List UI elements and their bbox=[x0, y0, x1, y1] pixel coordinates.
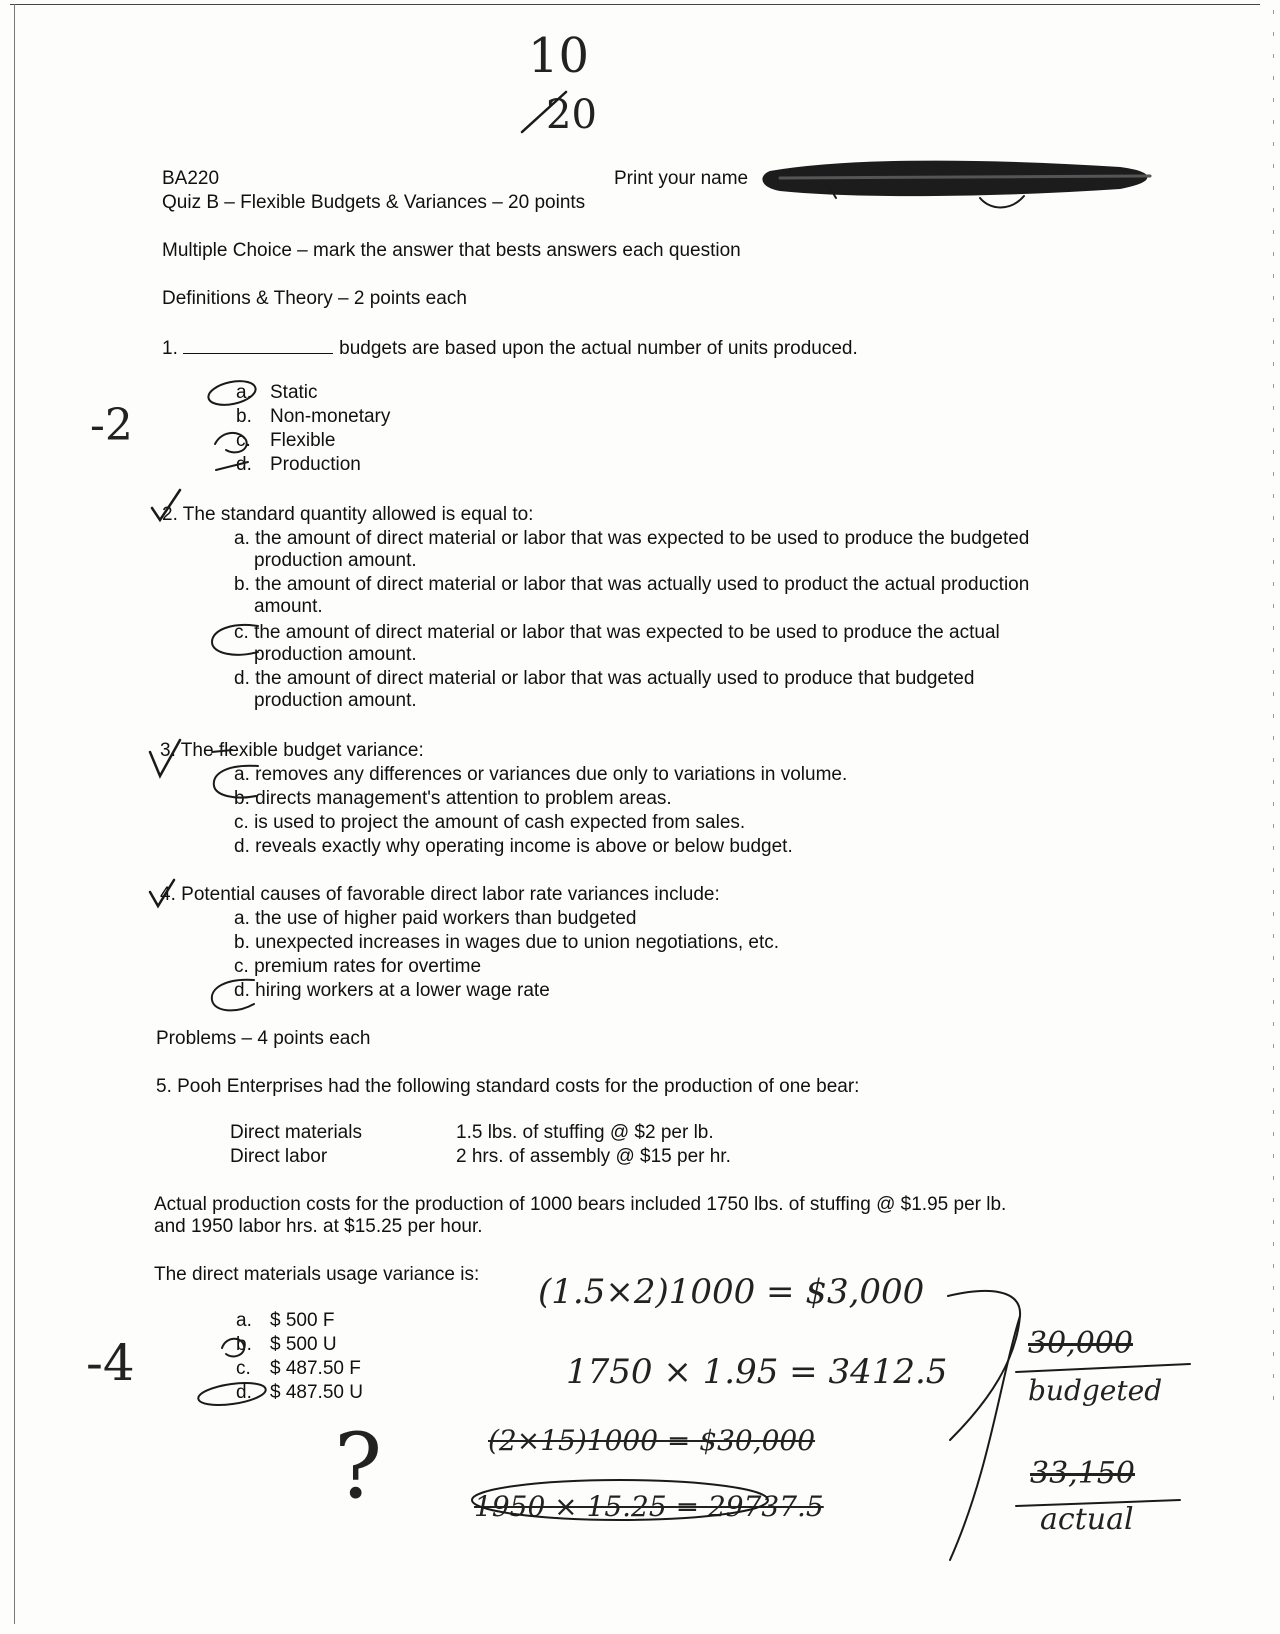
scan-border-left bbox=[14, 4, 15, 1624]
standard-labor-label: Direct labor bbox=[230, 1146, 328, 1167]
q3-option-d bbox=[234, 836, 793, 858]
option-text: removes any differences or variances due only to variations in volume. bbox=[255, 764, 848, 785]
actual-costs-line1: Actual production costs for the production of 1000 bears included 1750 lbs. of stuffing @ $1.95 per lb. bbox=[154, 1194, 1007, 1215]
option-text: premium rates for overtime bbox=[254, 956, 482, 977]
budgeted-fraction-bar bbox=[1016, 1364, 1190, 1372]
handwritten-calc-2: 1750 × 1.95 = 3412.5 bbox=[566, 1352, 948, 1392]
option-letter: a. bbox=[234, 528, 250, 549]
question-text: The standard quantity allowed is equal to: bbox=[182, 504, 534, 525]
option-letter: a. bbox=[234, 764, 250, 785]
option-text: Static bbox=[270, 382, 318, 403]
option-letter: b. bbox=[236, 1334, 252, 1355]
q2-option-d-cont: production amount. bbox=[254, 690, 417, 711]
p5-option-a bbox=[236, 1310, 334, 1332]
option-letter: b. bbox=[234, 932, 250, 953]
question-text: Potential causes of favorable direct labor rate variances include: bbox=[181, 884, 720, 905]
option-letter: c. bbox=[234, 622, 249, 643]
scan-border-right bbox=[1273, 10, 1274, 1410]
q3-option-b bbox=[234, 788, 672, 810]
q1-option-c bbox=[236, 430, 335, 452]
option-letter: d. bbox=[234, 668, 250, 689]
option-text: $ 487.50 F bbox=[270, 1358, 361, 1379]
p5-option-d bbox=[236, 1382, 363, 1404]
section-problems-heading: Problems – 4 points each bbox=[156, 1028, 371, 1049]
question-number: 3. bbox=[160, 740, 176, 761]
option-text: the amount of direct material or labor that was expected to be used to produce the actual bbox=[254, 622, 1000, 643]
standard-materials-label: Direct materials bbox=[230, 1122, 362, 1143]
handwritten-budgeted-value: 30,000 bbox=[1028, 1326, 1133, 1361]
calc-brace-upper bbox=[948, 1291, 1020, 1440]
option-text: $ 500 F bbox=[270, 1310, 335, 1331]
option-text: the amount of direct material or labor that was expected to be used to produce the budgeted bbox=[255, 528, 1030, 549]
p5-option-b bbox=[236, 1334, 337, 1356]
q2-option-a bbox=[234, 528, 1029, 550]
q1-deduction-mark: -2 bbox=[90, 400, 133, 451]
handwritten-question-mark: ? bbox=[334, 1414, 383, 1519]
option-letter: c. bbox=[236, 430, 251, 451]
instructions: Multiple Choice – mark the answer that bests answers each question bbox=[162, 240, 741, 261]
grade-score: 10 bbox=[528, 28, 590, 84]
option-letter: b. bbox=[234, 788, 250, 809]
option-text: the amount of direct material or labor that was actually used to product the actual production bbox=[255, 574, 1030, 595]
q3-option-a bbox=[234, 764, 847, 786]
handwritten-calc-1: (1.5×2)1000 = $3,000 bbox=[538, 1272, 925, 1312]
option-text: Flexible bbox=[270, 430, 336, 451]
question-4 bbox=[160, 884, 720, 906]
handwritten-calc-3-crossed: (2×15)1000 = $30,000 bbox=[488, 1424, 816, 1457]
option-text: unexpected increases in wages due to union negotiations, etc. bbox=[255, 932, 780, 953]
option-letter: d. bbox=[236, 1382, 252, 1403]
q4-option-b bbox=[234, 932, 779, 954]
q1-option-a bbox=[236, 382, 318, 404]
problem-5-intro: 5. Pooh Enterprises had the following standard costs for the production of one bear: bbox=[156, 1076, 860, 1097]
handwritten-actual-label: actual bbox=[1040, 1502, 1134, 1537]
grade-total: 20 bbox=[546, 92, 597, 138]
question-3 bbox=[160, 740, 424, 762]
option-text: Non-monetary bbox=[270, 406, 391, 427]
actual-costs-line2: and 1950 labor hrs. at $15.25 per hour. bbox=[154, 1216, 483, 1237]
handwritten-budgeted-label: budgeted bbox=[1028, 1374, 1163, 1407]
option-letter: b. bbox=[236, 406, 252, 427]
option-letter: a. bbox=[236, 382, 252, 403]
problem-5-question: The direct materials usage variance is: bbox=[154, 1264, 480, 1285]
option-letter: a. bbox=[236, 1310, 252, 1331]
option-text: $ 500 U bbox=[270, 1334, 337, 1355]
q2-option-d bbox=[234, 668, 974, 690]
q2-option-b-cont: amount. bbox=[254, 596, 323, 617]
question-text: budgets are based upon the actual number of units produced. bbox=[339, 338, 858, 359]
option-letter: b. bbox=[234, 574, 250, 595]
redacted-name-scribble bbox=[763, 162, 1150, 208]
p5-option-c bbox=[236, 1358, 361, 1380]
standard-labor-value: 2 hrs. of assembly @ $15 per hr. bbox=[456, 1146, 731, 1167]
q1-option-d bbox=[236, 454, 361, 476]
q2-option-c-cont: production amount. bbox=[254, 644, 417, 665]
question-1 bbox=[162, 338, 858, 360]
option-text: hiring workers at a lower wage rate bbox=[255, 980, 550, 1001]
standard-materials-value: 1.5 lbs. of stuffing @ $2 per lb. bbox=[456, 1122, 714, 1143]
calc-brace-lower bbox=[950, 1316, 1020, 1560]
option-letter: c. bbox=[234, 812, 249, 833]
option-text: $ 487.50 U bbox=[270, 1382, 363, 1403]
q4-option-d bbox=[234, 980, 550, 1002]
course-code: BA220 bbox=[162, 168, 220, 189]
scan-border-top bbox=[10, 4, 1260, 5]
q4-option-a bbox=[234, 908, 636, 930]
option-letter: d. bbox=[234, 980, 250, 1001]
p5-deduction-mark: -4 bbox=[86, 1334, 135, 1392]
option-letter: d. bbox=[234, 836, 250, 857]
option-letter: d. bbox=[236, 454, 252, 475]
option-text: directs management's attention to problem areas. bbox=[255, 788, 672, 809]
question-number: 4. bbox=[160, 884, 176, 905]
option-text: Production bbox=[270, 454, 361, 475]
option-text: the amount of direct material or labor that was actually used to produce that budgeted bbox=[255, 668, 975, 689]
quiz-title: Quiz B – Flexible Budgets & Variances – 20 points bbox=[162, 192, 586, 213]
q2-option-c bbox=[234, 622, 1000, 644]
answer-blank bbox=[183, 339, 333, 354]
option-letter: c. bbox=[234, 956, 249, 977]
option-letter: c. bbox=[236, 1358, 251, 1379]
section-definitions-heading: Definitions & Theory – 2 points each bbox=[162, 288, 467, 309]
question-number: 1. bbox=[162, 338, 178, 359]
q1-option-b bbox=[236, 406, 390, 428]
question-2 bbox=[162, 504, 533, 526]
q2-option-a-cont: production amount. bbox=[254, 550, 417, 571]
option-text: the use of higher paid workers than budgeted bbox=[255, 908, 637, 929]
print-name-label: Print your name bbox=[614, 168, 749, 189]
question-number: 2. bbox=[162, 504, 178, 525]
option-letter: a. bbox=[234, 908, 250, 929]
question-text: The flexible budget variance: bbox=[180, 740, 424, 761]
handwritten-actual-value: 33,150 bbox=[1030, 1456, 1135, 1491]
q4-option-c bbox=[234, 956, 481, 978]
option-text: reveals exactly why operating income is above or below budget. bbox=[255, 836, 793, 857]
q3-option-c bbox=[234, 812, 745, 834]
q2-option-b bbox=[234, 574, 1029, 596]
handwritten-calc-4-crossed: 1950 × 15.25 = 29737.5 bbox=[474, 1490, 824, 1523]
option-text: is used to project the amount of cash expected from sales. bbox=[254, 812, 746, 833]
